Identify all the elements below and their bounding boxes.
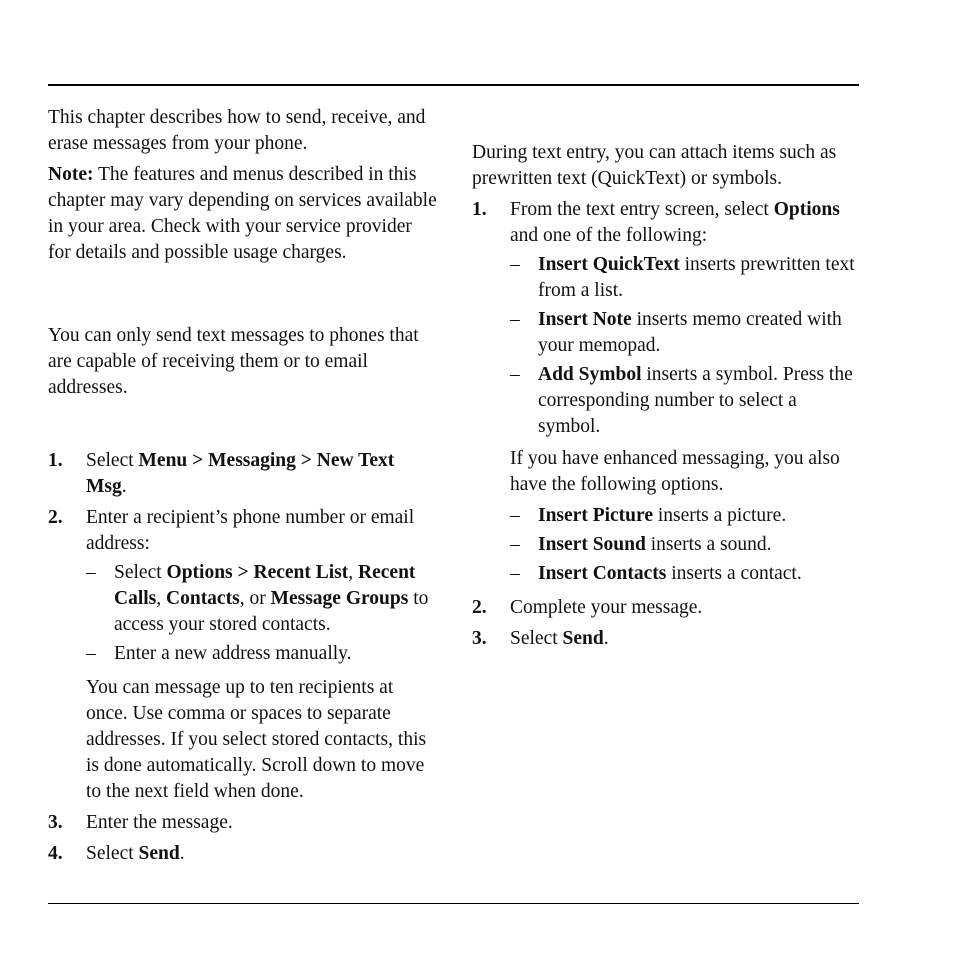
sub-item-text: Enter a new address manually. xyxy=(114,643,352,664)
dash-bullet: – xyxy=(510,505,520,526)
sub-item xyxy=(86,641,438,667)
spacer xyxy=(48,271,438,323)
sub-item-text: Insert QuickText inserts prewritten text from a list. xyxy=(538,254,855,301)
sub-item-text: Insert Note inserts memo created with your memopad. xyxy=(538,309,842,356)
menu-path: Menu > Messaging > New Text Msg xyxy=(86,450,395,497)
sub-item xyxy=(510,561,857,587)
step-item xyxy=(48,505,438,670)
step-item xyxy=(472,626,857,652)
sub-item xyxy=(510,362,857,440)
sub-item-text: Select Options > Recent List, Recent Calls, Contacts, or Message Groups to access your stored contacts. xyxy=(114,562,429,635)
dash-bullet: – xyxy=(510,254,520,275)
step-item xyxy=(48,810,438,836)
dash-bullet: – xyxy=(510,534,520,555)
step-text: Select Send. xyxy=(86,843,185,864)
step-number: 3. xyxy=(472,628,487,649)
step-text: Select Send. xyxy=(510,628,609,649)
step-text: Enter the message. xyxy=(86,812,233,833)
sub-item-text: Insert Picture inserts a picture. xyxy=(538,505,787,526)
step-item xyxy=(472,197,857,590)
sub-item-text: Add Symbol inserts a symbol. Press the corresponding number to select a symbol. xyxy=(538,364,853,437)
step-number: 2. xyxy=(48,507,63,528)
note-text: The features and menus described in this chapter may vary depending on services available in your area. Check with your service provider for details and possible usage charges. xyxy=(48,164,437,263)
dash-bullet: – xyxy=(86,643,96,664)
step-item xyxy=(48,448,438,500)
sub-item xyxy=(510,503,857,529)
intro-paragraph: This chapter describes how to send, receive, and erase messages from your phone. xyxy=(48,107,426,154)
spacer xyxy=(48,406,438,448)
step-number: 1. xyxy=(48,450,63,471)
step-item xyxy=(472,595,857,621)
dash-bullet: – xyxy=(510,563,520,584)
step-content xyxy=(86,505,438,670)
note-label: Note: xyxy=(48,164,94,185)
dash-bullet: – xyxy=(86,562,96,583)
sub-item-text: Insert Sound inserts a sound. xyxy=(538,534,772,555)
enhanced-note: If you have enhanced messaging, you also have the following options. xyxy=(510,448,840,495)
dash-bullet: – xyxy=(510,364,520,385)
step-text: Select Menu > Messaging > New Text Msg. xyxy=(86,450,395,497)
sub-item xyxy=(510,307,857,359)
header-rule xyxy=(48,84,859,86)
left-column xyxy=(48,105,438,872)
dash-bullet: – xyxy=(510,309,520,330)
step-text: Enter a recipient’s phone number or email address: xyxy=(86,507,415,554)
step-content xyxy=(510,197,857,590)
right-column xyxy=(472,140,857,657)
sub-item xyxy=(510,252,857,304)
footer-rule xyxy=(48,903,859,904)
sub-item xyxy=(510,532,857,558)
step-text: Complete your message. xyxy=(510,597,703,618)
note-paragraph xyxy=(48,162,438,266)
recipients-note: You can message up to ten recipients at once. Use comma or spaces to separate addresses. If you select stored contacts, this is done automatically. Scroll down to move to the next field when done. xyxy=(86,677,427,802)
step-text: From the text entry screen, select Options and one of the following: xyxy=(510,199,840,246)
step-number: 1. xyxy=(472,199,487,220)
step-number: 2. xyxy=(472,597,487,618)
step-number: 3. xyxy=(48,812,63,833)
sub-item xyxy=(86,560,438,638)
step-item xyxy=(48,841,438,867)
sub-item-text: Insert Contacts inserts a contact. xyxy=(538,563,802,584)
step-number: 4. xyxy=(48,843,63,864)
attach-intro: During text entry, you can attach items such as prewritten text (QuickText) or symbols. xyxy=(472,142,837,189)
capability-paragraph: You can only send text messages to phones that are capable of receiving them or to email addresses. xyxy=(48,325,419,398)
